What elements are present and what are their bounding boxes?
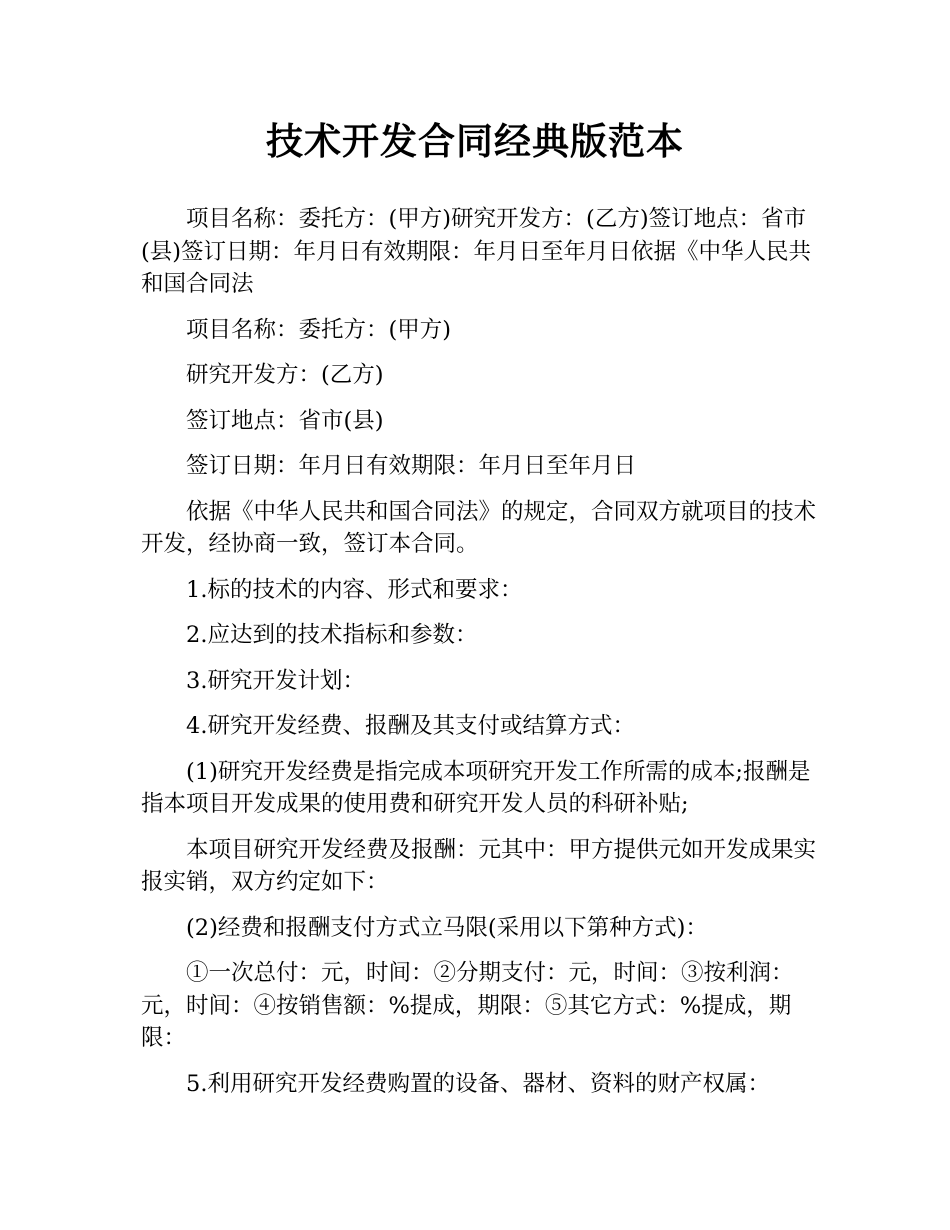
paragraph-sign-location: 签订地点：省市(县) (186, 407, 384, 434)
paragraph-intro: 项目名称：委托方：(甲方)研究开发方：(乙方)签订地点：省市(县)签订日期：年月日有效期限：年月日至年月日依据《中华人民共和国合同法 (141, 206, 812, 297)
paragraph-item-2: 2.应达到的技术指标和参数： (186, 622, 478, 648)
paragraph-item-4-1: (1)研究开发经费是指完成本项研究开发工作所需的成本;报酬是指本项目开发成果的使用费和研究开发人员的科研补贴; (141, 758, 811, 817)
paragraph-developer: 研究开发方：(乙方) (186, 362, 384, 388)
paragraph-item-1: 1.标的技术的内容、形式和要求： (186, 576, 523, 603)
paragraph-item-4: 4.研究开发经费、报酬及其支付或结算方式： (186, 713, 635, 739)
document-body (141, 203, 817, 1113)
paragraph-basis: 依据《中华人民共和国合同法》的规定，合同双方就项目的技术开发，经协商一致，签订本合同。 (141, 498, 817, 557)
paragraph-item-3: 3.研究开发计划： (186, 667, 365, 694)
paragraph-sign-date: 签订日期：年月日有效期限：年月日至年月日 (186, 453, 637, 479)
paragraph-item-4-2: (2)经费和报酬支付方式立马限(采用以下第种方式)： (186, 914, 708, 941)
document-title: 技术开发合同经典版范本 (266, 120, 684, 163)
paragraph-project-name: 项目名称：委托方：(甲方) (186, 316, 452, 343)
paragraph-item-5: 5.利用研究开发经费购置的设备、器材、资料的财产权属： (186, 1070, 770, 1097)
paragraph-funding: 本项目研究开发经费及报酬：元其中：甲方提供元如开发成果实报实销，双方约定如下： (141, 836, 817, 895)
paragraph-payment-options: ①一次总付：元，时间：②分期支付：元，时间：③按利润：元，时间：④按销售额：%提成，期限：⑤其它方式：%提成，期限： (141, 960, 794, 1051)
